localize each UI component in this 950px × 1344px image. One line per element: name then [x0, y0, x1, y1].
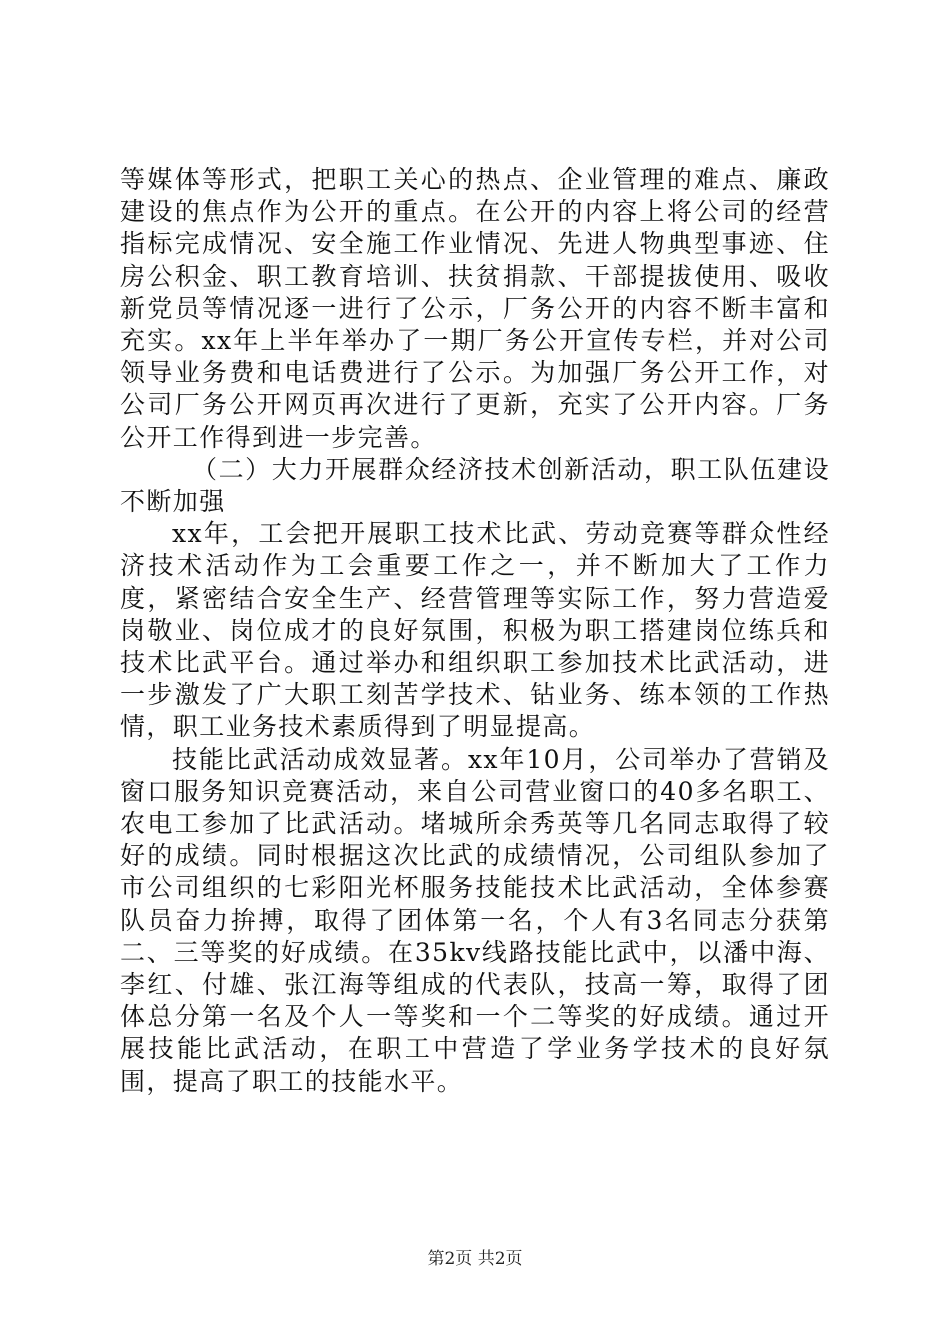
paragraph-skills-competition: 技能比武活动成效显著。xx年10月，公司举办了营销及窗口服务知识竞赛活动，来自公司营业窗口的40多名职工、农电工参加了比武活动。堵城所余秀英等几名同志取得了较好的成绩。同时根据这次比武的成绩情况，公司组队参加了市公司组织的七彩阳光杯服务技能技术比武活动，全体参赛队员奋力拚搏，取得了团体第一名，个人有3名同志分获第二、三等奖的好成绩。在35kv线路技能比武中，以潘中海、李红、付雄、张江海等组成的代表队，技高一筹，取得了团体总分第一名及个人一等奖和一个二等奖的好成绩。通过开展技能比武活动，在职工中营造了学业务学技术的良好氛围，提高了职工的技能水平。	[120, 744, 830, 1096]
page-number-footer: 第2页 共2页	[427, 1249, 523, 1269]
paragraph-disclosure-continued: 等媒体等形式，把职工关心的热点、企业管理的难点、廉政建设的焦点作为公开的重点。在公开的内容上将公司的经营指标完成情况、安全施工作业情况、先进人物典型事迹、住房公积金、职工教育培训、扶贫捐款、干部提拔使用、吸收新党员等情况逐一进行了公示，厂务公开的内容不断丰富和充实。xx年上半年举办了一期厂务公开宣传专栏，并对公司领导业务费和电话费进行了公示。为加强厂务公开工作，对公司厂务公开网页再次进行了更新，充实了公开内容。厂务公开工作得到进一步完善。	[120, 165, 830, 452]
paragraph-union-activities: xx年，工会把开展职工技术比武、劳动竞赛等群众性经济技术活动作为工会重要工作之一，并不断加大了工作力度，紧密结合安全生产、经营管理等实际工作，努力营造爱岗敬业、岗位成才的良好氛围，积极为职工搭建岗位练兵和技术比武平台。通过举办和组织职工参加技术比武活动，进一步激发了广大职工刻苦学技术、钻业务、练本领的工作热情，职工业务技术素质得到了明显提高。	[120, 519, 830, 742]
document-body	[120, 164, 830, 1098]
section-heading-2: （二）大力开展群众经济技术创新活动，职工队伍建设不断加强	[120, 454, 830, 517]
